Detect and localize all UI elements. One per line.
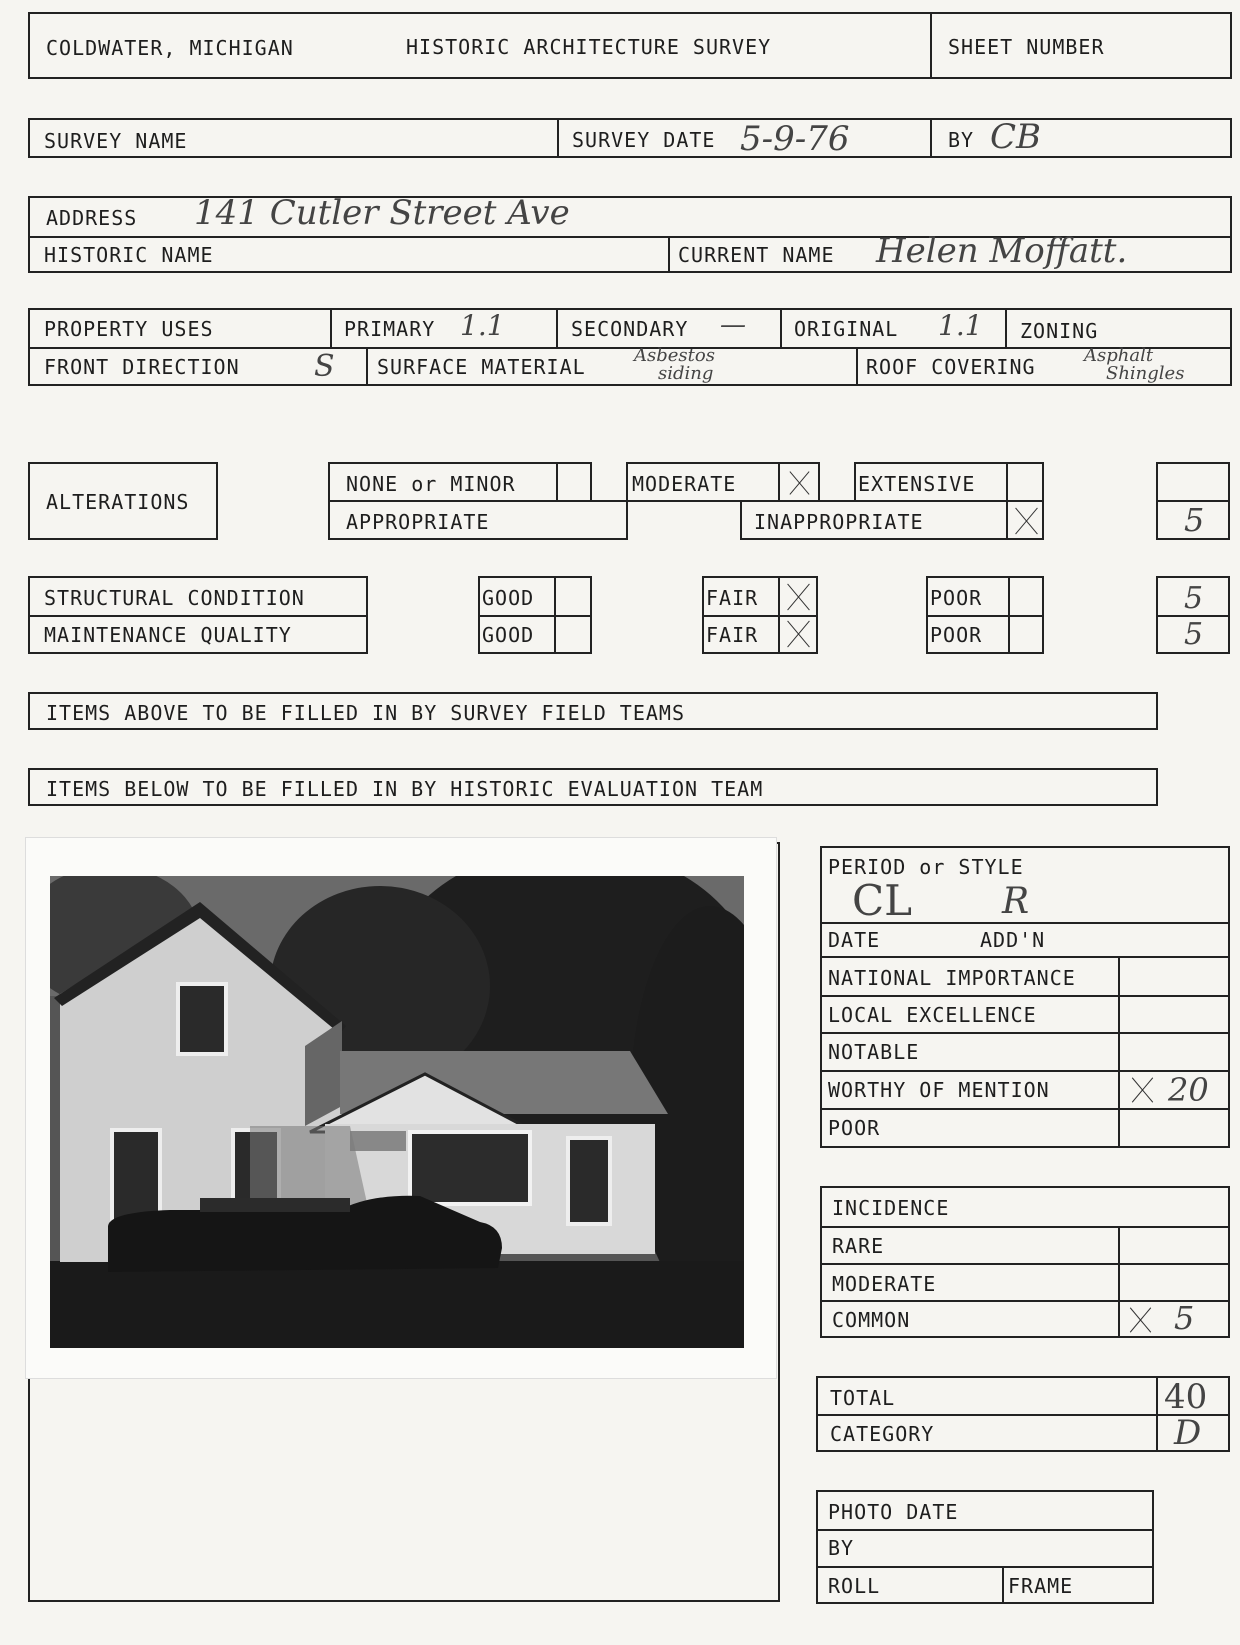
roof-covering-line2: Shingles bbox=[1106, 363, 1185, 384]
surface-material-line1: Asbestos bbox=[634, 345, 715, 366]
incidence-row-div-3 bbox=[822, 1300, 1228, 1302]
alt-none-minor-box bbox=[328, 462, 592, 502]
poor-divider bbox=[928, 615, 1042, 617]
survey-row bbox=[28, 118, 1232, 158]
poor-check-divider bbox=[1008, 578, 1010, 652]
house-photo-illustration bbox=[50, 876, 744, 1348]
period-style-label: PERIOD or STYLE bbox=[828, 855, 1024, 879]
original-label: ORIGINAL bbox=[794, 317, 899, 341]
roof-covering-label: ROOF COVERING bbox=[866, 355, 1036, 379]
prop-divider-5 bbox=[366, 347, 368, 384]
roll-label: ROLL bbox=[828, 1574, 881, 1598]
alt-inappropriate-divider bbox=[1006, 502, 1008, 538]
sheet-number-label: SHEET NUMBER bbox=[948, 35, 1105, 59]
form-title: HISTORIC ARCHITECTURE SURVEY bbox=[406, 35, 772, 59]
prop-divider-6 bbox=[856, 347, 858, 384]
poor-label-2: POOR bbox=[930, 623, 983, 647]
alt-inappropriate-box bbox=[740, 500, 1044, 540]
survey-divider-2 bbox=[930, 120, 932, 156]
alterations-label: ALTERATIONS bbox=[46, 490, 190, 514]
roof-covering-line1: Asphalt bbox=[1084, 345, 1154, 366]
alt-extensive-box bbox=[854, 462, 1044, 502]
period-date-divider bbox=[822, 922, 1228, 924]
worthy-of-mention-label: WORTHY OF MENTION bbox=[828, 1078, 1050, 1102]
period-style-value-1: CL bbox=[852, 876, 913, 925]
common-label: COMMON bbox=[832, 1308, 911, 1332]
category-label: CATEGORY bbox=[830, 1422, 935, 1446]
photo-info-table bbox=[816, 1490, 1154, 1604]
common-check-icon bbox=[1122, 1304, 1158, 1336]
alt-moderate-check-icon bbox=[784, 468, 814, 498]
alt-none-divider bbox=[556, 464, 558, 500]
national-importance-label: NATIONAL IMPORTANCE bbox=[828, 966, 1076, 990]
evaluation-team-note-text: ITEMS BELOW TO BE FILLED IN BY HISTORIC EVALUATION TEAM bbox=[46, 777, 764, 801]
front-direction-label: FRONT DIRECTION bbox=[44, 355, 240, 379]
importance-row-div-2 bbox=[822, 1032, 1228, 1034]
good-check-divider bbox=[554, 578, 556, 652]
fair-label-2: FAIR bbox=[706, 623, 759, 647]
total-label: TOTAL bbox=[830, 1386, 896, 1410]
original-value: 1.1 bbox=[938, 309, 983, 342]
alt-extensive-divider bbox=[1006, 464, 1008, 500]
alt-appropriate-label: APPROPRIATE bbox=[346, 510, 490, 534]
survey-date-label: SURVEY DATE bbox=[572, 128, 716, 152]
incidence-score-divider bbox=[1118, 1226, 1120, 1336]
by-label: BY bbox=[948, 128, 975, 152]
poor-box bbox=[926, 576, 1044, 654]
structural-score: 5 bbox=[1184, 581, 1204, 616]
totals-row-divider bbox=[818, 1414, 1228, 1416]
zoning-label: ZONING bbox=[1020, 319, 1099, 343]
good-box bbox=[478, 576, 592, 654]
frame-label: FRAME bbox=[1008, 1574, 1074, 1598]
importance-table bbox=[820, 956, 1230, 1148]
alt-inappropriate-check-icon bbox=[1010, 504, 1042, 538]
notable-label: NOTABLE bbox=[828, 1040, 920, 1064]
totals-table bbox=[816, 1376, 1230, 1452]
prop-divider-2 bbox=[556, 310, 558, 347]
condition-score-box bbox=[1156, 576, 1230, 654]
structural-condition-label: STRUCTURAL CONDITION bbox=[44, 586, 305, 610]
alterations-label-box bbox=[28, 462, 218, 540]
period-style-box bbox=[820, 846, 1230, 958]
alt-extensive-label: EXTENSIVE bbox=[858, 472, 976, 496]
alt-score: 5 bbox=[1184, 501, 1205, 539]
photo-date-label: PHOTO DATE bbox=[828, 1500, 959, 1524]
alt-appropriate-box bbox=[328, 500, 628, 540]
condition-label-divider bbox=[30, 615, 366, 617]
common-score: 5 bbox=[1174, 1299, 1195, 1337]
photo-info-row-div-1 bbox=[818, 1529, 1152, 1531]
property-block bbox=[28, 308, 1232, 386]
good-divider bbox=[480, 615, 590, 617]
photo-info-row-div-2 bbox=[818, 1566, 1152, 1568]
header-divider bbox=[930, 14, 932, 77]
house-photo bbox=[50, 876, 744, 1348]
by-value: CB bbox=[990, 117, 1041, 157]
field-teams-note bbox=[28, 692, 1158, 730]
alt-score-box bbox=[1156, 462, 1230, 540]
date-label: DATE bbox=[828, 928, 881, 952]
alt-inappropriate-label: INAPPROPRIATE bbox=[754, 510, 924, 534]
maintenance-quality-label: MAINTENANCE QUALITY bbox=[44, 623, 292, 647]
front-direction-value: S bbox=[314, 349, 335, 384]
fair-structural-check-icon bbox=[780, 580, 816, 614]
period-style-value-2: R bbox=[1002, 881, 1030, 922]
worthy-score: 20 bbox=[1168, 1071, 1209, 1109]
category-value: D bbox=[1174, 1413, 1202, 1453]
primary-label: PRIMARY bbox=[344, 317, 436, 341]
prop-row-divider bbox=[30, 347, 1230, 349]
surface-material-line2: siding bbox=[658, 363, 714, 384]
name-divider bbox=[668, 236, 670, 271]
maintenance-score: 5 bbox=[1184, 617, 1204, 652]
property-uses-label: PROPERTY USES bbox=[44, 317, 214, 341]
poor-label-1: POOR bbox=[930, 586, 983, 610]
alt-moderate-divider bbox=[778, 464, 780, 500]
surface-material-label: SURFACE MATERIAL bbox=[377, 355, 586, 379]
poor-eval-label: POOR bbox=[828, 1116, 881, 1140]
alt-moderate-box bbox=[626, 462, 820, 502]
alt-none-minor-label: NONE or MINOR bbox=[346, 472, 516, 496]
incidence-label: INCIDENCE bbox=[832, 1196, 950, 1220]
secondary-value: — bbox=[720, 310, 746, 340]
address-block bbox=[28, 193, 1232, 273]
fair-maintenance-check-icon bbox=[780, 617, 816, 651]
incidence-row-div-1 bbox=[822, 1226, 1228, 1228]
alt-moderate-label: MODERATE bbox=[632, 472, 737, 496]
importance-score-divider bbox=[1118, 958, 1120, 1146]
address-value: 141 Cutler Street Ave bbox=[194, 193, 570, 233]
survey-name-label: SURVEY NAME bbox=[44, 129, 188, 153]
local-excellence-label: LOCAL EXCELLENCE bbox=[828, 1003, 1037, 1027]
incidence-table bbox=[820, 1186, 1230, 1338]
survey-date-value: 5-9-76 bbox=[740, 119, 850, 159]
current-name-value: Helen Moffatt. bbox=[876, 231, 1128, 271]
address-label: ADDRESS bbox=[46, 206, 138, 230]
city-label: COLDWATER, MICHIGAN bbox=[46, 36, 294, 60]
importance-row-div-4 bbox=[822, 1108, 1228, 1110]
evaluation-team-note bbox=[28, 768, 1158, 806]
prop-divider-3 bbox=[780, 310, 782, 347]
prop-divider-4 bbox=[1005, 310, 1007, 347]
fair-label-1: FAIR bbox=[706, 586, 759, 610]
addn-label: ADD'N bbox=[980, 928, 1046, 952]
fair-box bbox=[702, 576, 818, 654]
field-teams-note-text: ITEMS ABOVE TO BE FILLED IN BY SURVEY FIELD TEAMS bbox=[46, 701, 686, 725]
current-name-label: CURRENT NAME bbox=[678, 243, 835, 267]
roll-frame-divider bbox=[1002, 1566, 1004, 1602]
prop-divider-1 bbox=[330, 310, 332, 347]
worthy-check-icon bbox=[1122, 1074, 1162, 1106]
photo-by-label: BY bbox=[828, 1536, 855, 1560]
incidence-row-div-2 bbox=[822, 1263, 1228, 1265]
moderate-incidence-label: MODERATE bbox=[832, 1272, 937, 1296]
total-value: 40 bbox=[1164, 1377, 1208, 1417]
primary-value: 1.1 bbox=[460, 309, 505, 342]
survey-divider-1 bbox=[557, 120, 559, 156]
header-row bbox=[28, 12, 1232, 79]
good-label-2: GOOD bbox=[482, 623, 535, 647]
condition-label-box bbox=[28, 576, 368, 654]
secondary-label: SECONDARY bbox=[571, 317, 689, 341]
historic-name-label: HISTORIC NAME bbox=[44, 243, 214, 267]
importance-row-div-1 bbox=[822, 995, 1228, 997]
good-label-1: GOOD bbox=[482, 586, 535, 610]
rare-label: RARE bbox=[832, 1234, 885, 1258]
